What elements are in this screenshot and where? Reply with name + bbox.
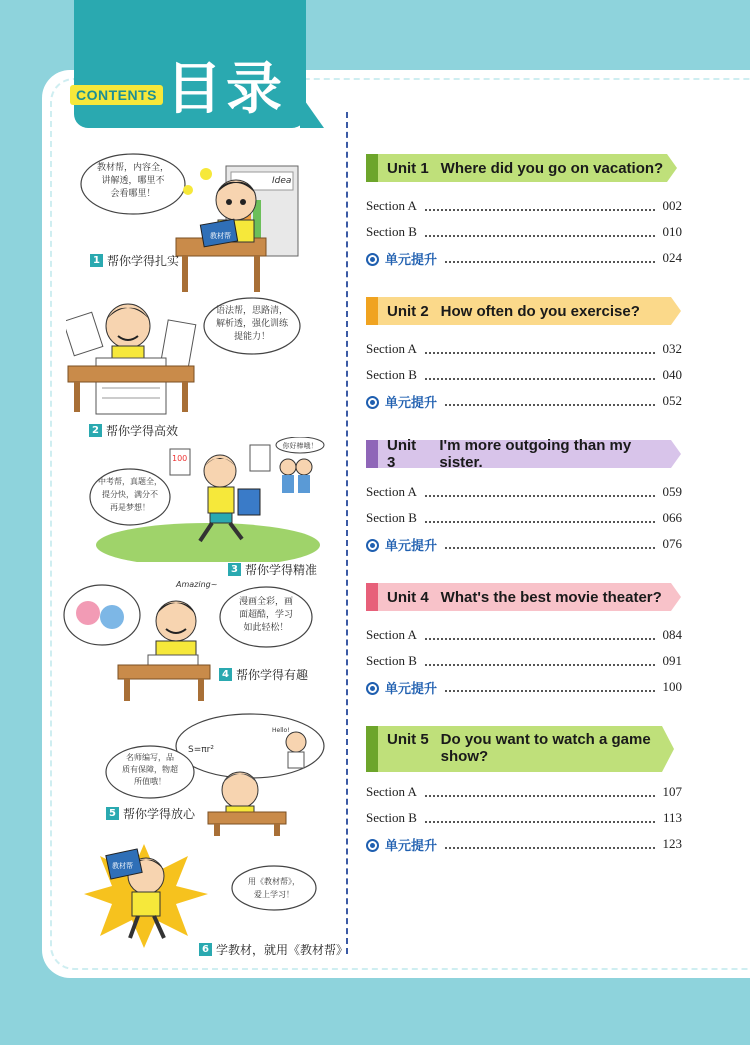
toc-row-unit-review[interactable]: 单元提升 123	[366, 834, 682, 854]
unit-color-bar	[366, 154, 378, 182]
bubble-text: 面超酷，学习	[238, 610, 294, 620]
toc-row-unit-review[interactable]: 单元提升 076	[366, 534, 682, 554]
formula-text: S=πr²	[188, 745, 214, 755]
illustration-study-desk	[78, 150, 308, 295]
feature-item-1: 1 帮你学得扎实	[90, 252, 179, 269]
feature-item-4: 4 帮你学得有趣	[219, 666, 308, 683]
bubble-text: 再是梦想！	[110, 503, 150, 512]
toc-row[interactable]: Section B 066	[366, 510, 682, 525]
unit-label: Unit 2 How often do you exercise?	[378, 297, 671, 325]
awesome-text: 你好棒哦！	[282, 442, 318, 450]
bubble-text: 爱上学习！	[254, 890, 294, 899]
unit-banner-4[interactable]	[366, 583, 681, 611]
bubble-text: 如此轻松！	[243, 623, 289, 633]
page-title: 目录	[166, 57, 286, 122]
contents-tag: CONTENTS	[70, 85, 163, 105]
target-icon	[366, 539, 379, 552]
unit-color-bar	[366, 583, 378, 611]
feature-item-3: 3 帮你学得精准	[228, 561, 317, 578]
toc-row[interactable]: Section B 091	[366, 653, 682, 668]
unit-color-bar	[366, 726, 378, 772]
unit-arrow	[667, 154, 677, 182]
toc-row-unit-review[interactable]: 单元提升 024	[366, 248, 682, 268]
bubble-text: 解析透，强化训练	[215, 319, 289, 329]
unit-arrow	[662, 726, 674, 772]
unit-arrow	[671, 440, 681, 468]
hello-text: Hello!	[272, 727, 290, 734]
unit-banner-2[interactable]	[366, 297, 681, 325]
unit-color-bar	[366, 297, 378, 325]
illustration-hero	[84, 842, 320, 950]
bubble-text: 提分快，满分不	[102, 490, 158, 499]
toc-row[interactable]: Section A 084	[366, 627, 682, 642]
unit-title-line-2: show?	[440, 748, 489, 765]
unit-banner-5[interactable]	[366, 726, 674, 772]
unit-label: Unit 4 What's the best movie theater?	[378, 583, 671, 611]
bubble-text: 讲解透，哪里不	[101, 176, 165, 186]
target-icon	[366, 253, 379, 266]
bubble-text: 名师编写，品	[126, 753, 174, 762]
unit-banner-1[interactable]	[366, 154, 677, 182]
illustration-writing	[66, 292, 316, 417]
bubble-text: 中考帮，真题全，	[98, 477, 162, 486]
book-label: 教材帮	[210, 232, 231, 240]
bubble-text: 漫画全彩，画	[238, 597, 294, 607]
toc-row[interactable]: Section A 107	[366, 784, 682, 799]
unit-label: Unit 1 Where did you go on vacation?	[378, 154, 667, 182]
bubble-text: 语法帮，思路清，	[215, 306, 289, 316]
bubble-text: 所值哦！	[134, 777, 166, 786]
toc-row[interactable]: Section A 059	[366, 484, 682, 499]
score-text: 100	[172, 454, 188, 463]
feature-item-5: 5 帮你学得放心	[106, 805, 195, 822]
unit-label: Unit 5 Do you want to watch a game show?	[378, 726, 662, 772]
toc-row[interactable]: Section B 113	[366, 810, 682, 825]
unit-color-bar	[366, 440, 378, 468]
toc-row[interactable]: Section B 040	[366, 367, 682, 382]
toc-row-unit-review[interactable]: 单元提升 052	[366, 391, 682, 411]
bubble-text: 提能力！	[233, 332, 271, 342]
target-icon	[366, 682, 379, 695]
target-icon	[366, 839, 379, 852]
idea-text: Idea	[272, 176, 292, 186]
feature-item-6: 6 学教材，就用《教材帮》	[199, 941, 348, 958]
bubble-text: 教材帮，内容全，	[96, 163, 170, 173]
unit-arrow	[671, 583, 681, 611]
amazing-text: Amazing~	[176, 580, 218, 589]
toc-row-unit-review[interactable]: 单元提升 100	[366, 677, 682, 697]
unit-arrow	[671, 297, 681, 325]
bubble-text: 用《教材帮》，	[248, 877, 300, 886]
illustration-reading	[60, 577, 320, 702]
feature-item-2: 2 帮你学得高效	[89, 422, 178, 439]
unit-label: Unit 3 I'm more outgoing than my sister.	[378, 440, 671, 468]
toc-row[interactable]: Section A 002	[366, 198, 682, 213]
bubble-text: 会看哪里！	[110, 189, 156, 199]
toc-row[interactable]: Section B 010	[366, 224, 682, 239]
column-divider	[346, 112, 348, 954]
unit-banner-3[interactable]	[366, 437, 681, 471]
bubble-text: 质有保障，物超	[122, 765, 178, 774]
target-icon	[366, 396, 379, 409]
illustration-running	[88, 437, 328, 562]
unit-title-line-1: Do you want to watch a game	[440, 731, 651, 748]
header-ribbon-tail	[300, 94, 324, 128]
toc-row[interactable]: Section A 032	[366, 341, 682, 356]
book-label: 教材帮	[112, 862, 133, 870]
